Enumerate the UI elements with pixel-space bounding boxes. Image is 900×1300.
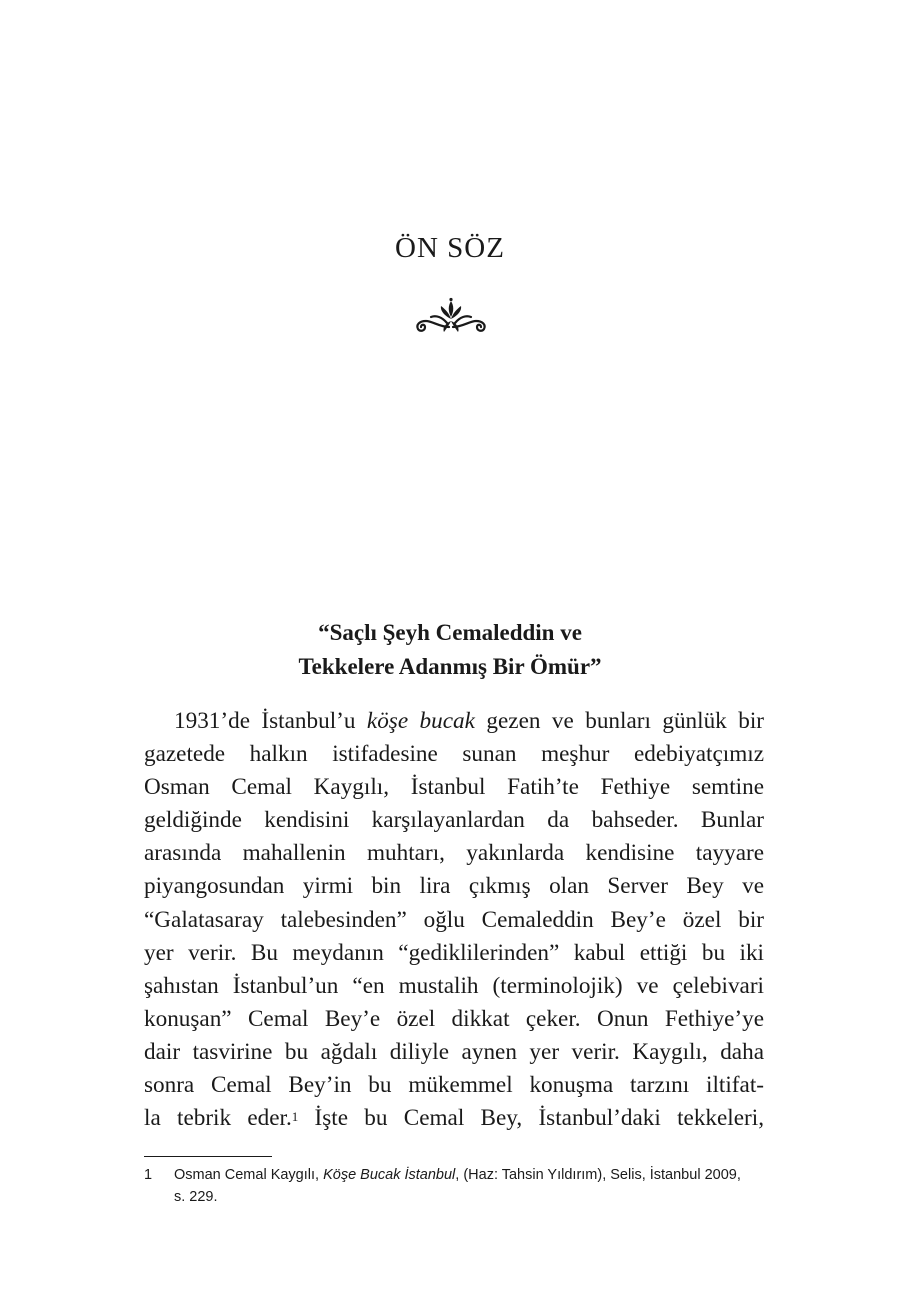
italic-text: köşe bucak xyxy=(366,708,475,734)
body-paragraph xyxy=(144,705,764,1135)
page-title: ÖN SÖZ xyxy=(395,232,505,264)
paragraph-line: Osman Cemal Kaygılı, İstanbul Fatih’te Fethiye semtine xyxy=(144,774,764,801)
text-run: gezen ve bunları günlük bir xyxy=(474,708,764,734)
footnote-divider xyxy=(144,1156,272,1157)
text-run: 1931’de İstanbul’u xyxy=(174,708,367,734)
footnote-reference[interactable]: 1 xyxy=(291,1109,299,1125)
footnote-text xyxy=(174,1164,768,1186)
italic-text: Köşe Bucak İstanbul xyxy=(323,1167,456,1183)
text-run: Osman Cemal Kaygılı, xyxy=(174,1167,324,1183)
section-heading xyxy=(0,616,900,684)
paragraph-line: konuşan” Cemal Bey’e özel dikkat çeker. Onun Fethiye’ye xyxy=(144,1005,764,1032)
paragraph-line xyxy=(144,705,764,738)
text-run: , (Haz: Tahsin Yıldırım), Selis, İstanbul 2009, xyxy=(455,1167,741,1183)
text-run: İşte bu Cemal Bey, İstanbul’daki tekkeleri, xyxy=(298,1105,764,1132)
paragraph-line: sonra Cemal Bey’in bu mükemmel konuşma tarzını iltifat- xyxy=(144,1072,764,1099)
paragraph-line: “Galatasaray talebesinden” oğlu Cemaleddin Bey’e özel bir xyxy=(144,906,764,933)
paragraph-line: yer verir. Bu meydanın “gediklilerinden” kabul ettiği bu iki xyxy=(144,939,764,966)
footnote-text-continued: s. 229. xyxy=(174,1189,218,1205)
paragraph-line: dair tasvirine bu ağdalı diliyle aynen yer verir. Kaygılı, daha xyxy=(144,1038,764,1065)
footnote xyxy=(144,1164,768,1208)
footnote-number: 1 xyxy=(144,1167,153,1183)
paragraph-line xyxy=(144,1102,764,1135)
paragraph-line: piyangosundan yirmi bin lira çıkmış olan Server Bey ve xyxy=(144,873,764,900)
paragraph-line: gazetede halkın istifadesine sunan meşhur edebiyatçımız xyxy=(144,741,764,768)
section-heading-line: Tekkelere Adanmış Bir Ömür” xyxy=(298,654,602,679)
paragraph-line: arasında mahallenin muhtarı, yakınlarda kendisine tayyare xyxy=(144,840,764,867)
text-run: la tebrik eder. xyxy=(144,1105,292,1132)
paragraph-line: geldiğinde kendisini karşılayanlardan da bahseder. Bunlar xyxy=(144,807,764,834)
paragraph-line: şahıstan İstanbul’un “en mustalih (terminolojik) ve çelebivari xyxy=(144,972,764,999)
section-heading-line: “Saçlı Şeyh Cemaleddin ve xyxy=(318,620,582,645)
floral-ornament-icon xyxy=(412,297,490,335)
